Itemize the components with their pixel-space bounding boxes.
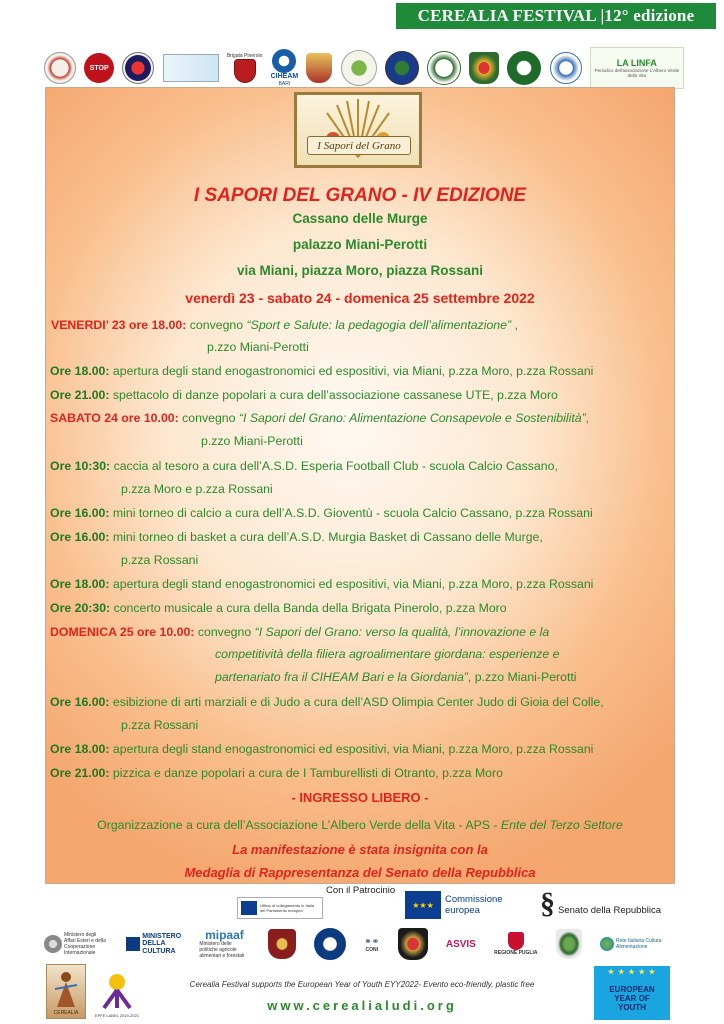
ciheam-bari-logo: CIHEAM BARI — [271, 49, 299, 87]
patronage-label: Con il Patrocinio — [326, 885, 396, 896]
program-line: VENERDI’ 23 ore 18.00: convegno “Sport e Salute: la pedagogia dell’alimentazione” , — [51, 318, 518, 332]
regione-puglia-logo: REGIONE PUGLIA — [494, 932, 537, 956]
municipality-crest-logo — [556, 929, 582, 959]
stop-logo: STOP — [84, 53, 114, 83]
program-line: Ore 16.00: mini torneo di basket a cura dell’A.S.D. Murgia Basket di Cassano delle Murge, — [50, 530, 543, 544]
program-line: Ore 21.00: spettacolo di danze popolari a cura dell’associazione cassanese UTE, p.zza Moro — [50, 388, 558, 402]
event-poster — [45, 87, 675, 884]
brigata-pinerolo-logo: Brigata Pinerolo — [227, 53, 263, 83]
eu-flag-icon: ★★★ — [405, 891, 441, 919]
footer-note: Cerealia Festival supports the European Year of Youth EYY2022- Evento eco-friendly, plastic free — [189, 980, 535, 989]
event-title: I SAPORI DEL GRANO - IV EDIZIONE — [193, 185, 527, 206]
program-line: p.zzo Miani-Perotti — [207, 340, 309, 354]
association-seal-logo — [122, 52, 154, 84]
program-line: SABATO 24 ore 10.00: convegno “I Sapori del Grano: Alimentazione Consapevole e Sostenibilità”, — [50, 411, 590, 425]
stars-icon: ★ ★ ★ ★ ★ — [607, 969, 657, 976]
patronage-logos-bottom — [44, 926, 672, 962]
medal-line-1: La manifestazione è stata insignita con la — [232, 842, 488, 857]
event-streets: via Miani, piazza Moro, piazza Rossani — [236, 263, 484, 278]
free-entry: - INGRESSO LIBERO - — [291, 790, 429, 805]
program-line: Ore 10:30: caccia al tesoro a cura dell’A.S.D. Esperia Football Club - scuola Calcio Cassano, — [50, 459, 558, 473]
event-city: Cassano delle Murge — [292, 211, 428, 226]
senate-emblem-icon: § — [540, 887, 555, 920]
program-line: p.zzo Miani-Perotti — [201, 434, 303, 448]
jordan-crest-logo — [398, 928, 428, 960]
program-line: Ore 21.00: pizzica e danze popolari a cura de I Tamburellisti di Otranto, p.zza Moro — [50, 766, 503, 780]
commission-logo — [163, 54, 219, 82]
sapori-del-grano-logo — [294, 92, 422, 168]
program-line: competitività della filiera agroalimentare giordana: esperienze e — [215, 647, 560, 661]
program-line: p.zza Moro e p.zza Rossani — [121, 482, 273, 496]
program-line: Ore 18.00: apertura degli stand enogastronomici ed espositivi, via Miani, p.zza Moro, p.zza Rossani — [50, 364, 594, 378]
european-commission-logo: ★★★ Commissione europea — [405, 889, 531, 921]
green-circle-logo — [341, 50, 377, 86]
european-year-of-youth-logo: ★ ★ ★ ★ ★ EUROPEAN YEAR OF YOUTH — [594, 966, 670, 1020]
la-linfa-logo: LA LINFA Periodico dell'associazione L'Albero Verde della Vita — [590, 47, 684, 89]
program-line: partenariato fra il CIHEAM Bari e la Giordania”, p.zzo Miani-Perotti — [215, 670, 577, 684]
academy-crest-logo — [306, 53, 332, 83]
regional-seal-logo — [385, 51, 419, 85]
green-badge-logo — [507, 51, 541, 85]
organization-line: Organizzazione a cura dell’Associazione L’Albero Verde della Vita - APS - Ente del Terzo Settore — [97, 818, 623, 832]
sport-federation-logo — [314, 928, 346, 960]
olive-wreath-logo — [427, 51, 461, 85]
program-line: Ore 16.00: esibizione di arti marziali e di Judo a cura dell’ASD Olimpia Center Judo di Gioia del Colle, — [50, 695, 604, 709]
rete-logo: Rete Italiana Cultura Alimentazione — [600, 937, 672, 951]
program-line: Ore 18.00: apertura degli stand enogastronomici ed espositivi, via Miani, p.zza Moro, p.zza Rossani — [50, 577, 594, 591]
program-line: p.zza Rossani — [121, 718, 199, 732]
region-blue-logo — [550, 52, 582, 84]
program-line: Ore 18.00: apertura degli stand enogastronomici ed espositivi, via Miani, p.zza Moro, p.zza Rossani — [50, 742, 594, 756]
program-line: Ore 16.00: mini torneo di calcio a cura dell’A.S.D. Gioventù - scuola Calcio Cassano, p.zza Rossani — [50, 506, 593, 520]
coat-of-arms-logo — [44, 52, 76, 84]
efest-label-logo: EFFE LABEL 2019-2021 — [92, 968, 142, 1018]
ministry-culture-logo: MINISTERO DELLA CULTURA — [126, 933, 181, 956]
police-crest-logo — [268, 929, 296, 959]
eu-flag-icon — [241, 901, 257, 915]
medal-line-2: Medaglia di Rappresentanza del Senato della Repubblica — [184, 865, 536, 880]
asvis-logo: ASVIS — [445, 938, 476, 950]
website-link[interactable]: www.cerealialudi.org — [267, 998, 457, 1013]
festival-edition-badge: CEREALIA FESTIVAL |12° edizione — [396, 3, 716, 29]
partner-logos-top — [44, 44, 684, 92]
event-dates: venerdì 23 - sabato 24 - domenica 25 settembre 2022 — [185, 290, 535, 306]
mipaaf-logo: mipaaf Ministero delle politiche agricole alimentari e forestali — [199, 928, 245, 959]
military-crest-logo — [469, 52, 499, 84]
event-venue: palazzo Miani-Perotti — [292, 237, 428, 252]
program-line: Ore 20:30: concerto musicale a cura della Banda della Brigata Pinerolo, p.zza Moro — [50, 601, 507, 615]
program-line: p.zza Rossani — [121, 553, 199, 567]
coni-logo: ⚭⚭ CONI — [364, 935, 380, 953]
senate-logo: § Senato della Repubblica — [540, 887, 661, 920]
foreign-affairs-logo: Ministero degli Affari Esteri e della Cooperazione Internazionale — [44, 932, 108, 956]
cerealia-logo: CEREALIA — [46, 964, 86, 1019]
european-parliament-logo: Ufficio di collegamento in Italia del Parlamento europeo — [237, 897, 323, 919]
program-line: DOMENICA 25 ore 10.00: convegno “I Sapori del Grano: verso la qualità, l’innovazione e la — [50, 625, 550, 639]
logo-ribbon: I Sapori del Grano — [307, 136, 411, 155]
